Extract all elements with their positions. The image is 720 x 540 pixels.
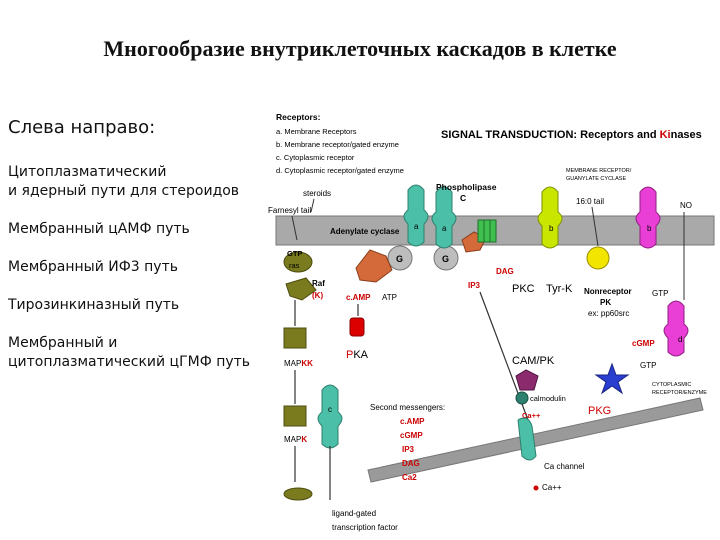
ras-label: ras [289, 261, 300, 270]
pathway-tyrosine-kinase: Тирозинкиназный путь [8, 297, 180, 313]
transcription-factor-oval [284, 488, 312, 500]
pkc-label: PKC [512, 283, 535, 295]
raf-k-label: (K) [312, 291, 324, 300]
ras-gtp-label: GTP [287, 249, 303, 258]
calmodulin-circle [516, 392, 528, 404]
phospholipase-label: Phospholipase [436, 182, 497, 192]
ca-top-label: Ca++ [522, 411, 541, 420]
receptor-d: d. Cytoplasmic receptor/gated enzyme [276, 166, 404, 175]
receptor-c: c. Cytoplasmic receptor [276, 153, 355, 162]
cyto-enzyme-label2: RECEPTOR/ENZYME [652, 390, 707, 396]
adenylate-cyclase-enzyme [356, 250, 392, 282]
ca-channel-label: Ca channel [544, 462, 585, 471]
left-heading: Слева направо: [8, 117, 156, 138]
ca-bottom-label: Ca++ [542, 483, 562, 492]
receptors-title: Receptors: [276, 112, 321, 122]
pathway-steroids: Цитоплазматический и ядерный пути для стероидов [8, 164, 240, 199]
ip3-label: IP3 [468, 281, 481, 290]
farnesyl-label: Farnesyl tail [268, 206, 312, 215]
pathway-camp: Мембранный цАМФ путь [8, 221, 190, 237]
pathway-cgmp: Мембранный и цитоплазматический цГМФ путь [8, 335, 251, 370]
example-label: ex: pp60src [588, 309, 630, 318]
mapk-label: MAPK [284, 435, 308, 444]
no-label: NO [680, 201, 692, 210]
nonreceptor-pk [587, 247, 609, 269]
tail-label: 16:0 tail [576, 197, 605, 206]
receptor-d [664, 301, 688, 356]
receptor-b: b. Membrane receptor/gated enzyme [276, 140, 399, 149]
pathway-ip3: Мембранный ИФ3 путь [8, 259, 178, 275]
mapkk-box [284, 328, 306, 348]
dag-label: DAG [496, 267, 514, 276]
second-messenger-5: Ca2 [402, 473, 417, 482]
campk-pentagon [516, 370, 538, 390]
receptor-c [318, 385, 342, 448]
membrane-channel [478, 220, 496, 242]
page-title: Многообразие внутриклеточных каскадов в клетке [103, 36, 617, 61]
receptor-a2-label: a [442, 224, 447, 233]
g1-label: G [396, 254, 404, 264]
pk-label: PK [600, 298, 612, 307]
ligand-gated-label: ligand-gated [332, 509, 377, 518]
ca-channel [518, 418, 536, 460]
mem-enzyme-label1: MEMBRANE RECEPTOR/ [566, 168, 632, 174]
campk-label: CAM/PK [512, 355, 555, 367]
pka-box [350, 318, 364, 336]
pka-label: PKA [346, 349, 369, 361]
pkg-label: PKG [588, 405, 612, 417]
second-messenger-4: DAG [402, 459, 420, 468]
second-messenger-3: IP3 [402, 445, 415, 454]
camp-label: c.AMP [346, 293, 371, 302]
calmodulin-label: calmodulin [530, 394, 566, 403]
mapkk-label: MAPKK [284, 359, 313, 368]
steroids-label: steroids [303, 189, 332, 198]
cgmp-label: cGMP [632, 339, 655, 348]
receptor-a-1 [404, 185, 428, 246]
receptor-b-1 [538, 187, 562, 248]
second-messenger-1: c.AMP [400, 417, 425, 426]
phospholipase-c-label: C [460, 193, 467, 203]
tyrk-label: Tyr-K [546, 283, 573, 295]
mem-enzyme-label2: GUANYLATE CYCLASE [566, 176, 627, 182]
receptor-a1-label: a [414, 222, 419, 231]
pkg-star [596, 364, 628, 393]
steroids-arrow [311, 199, 314, 212]
receptor-c-label: c [328, 405, 332, 414]
nonreceptor-label: Nonreceptor [584, 287, 632, 296]
receptor-b-2 [636, 187, 660, 248]
receptor-a-2 [432, 187, 456, 248]
adenylate-cyclase-label: Adenylate cyclase [330, 227, 400, 236]
gtp-top-label: GTP [652, 289, 669, 298]
raf-label: Raf [312, 279, 325, 288]
receptor-a: a. Membrane Receptors [276, 127, 357, 136]
second-messenger-2: cGMP [400, 431, 423, 440]
cyto-enzyme-label1: CYTOPLASMIC [652, 382, 692, 388]
g2-label: G [442, 254, 450, 264]
receptor-b2-label: b [647, 224, 652, 233]
transcription-factor-label: transcription factor [332, 523, 398, 532]
receptor-d-label: d [678, 335, 683, 344]
ca-ion-dot [534, 486, 539, 491]
atp-label: ATP [382, 293, 397, 302]
receptor-b1-label: b [549, 224, 554, 233]
gtp-bottom-label: GTP [640, 361, 657, 370]
mapk-box [284, 406, 306, 426]
diagram-heading: SIGNAL TRANSDUCTION: Receptors and Kinases [441, 129, 702, 141]
second-messengers-title: Second messengers: [370, 403, 446, 412]
